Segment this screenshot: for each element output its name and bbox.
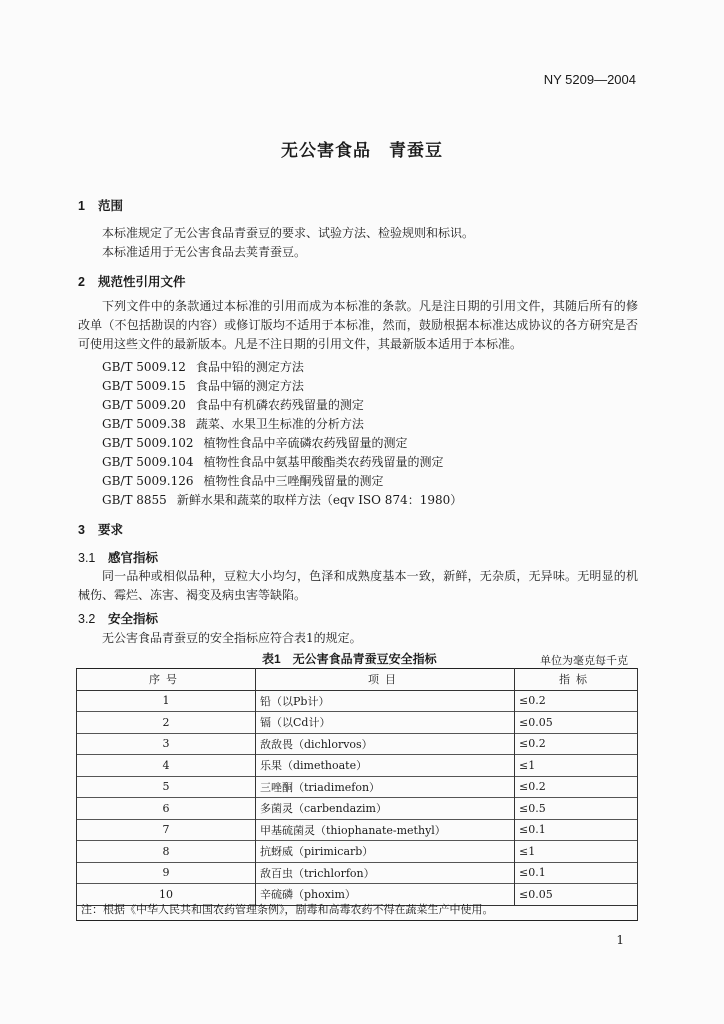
standard-code: NY 5209—2004	[543, 72, 636, 87]
table-row: 8 抗蚜威（pirimicarb） ≤1	[77, 841, 638, 863]
reference-item: GB/T 5009.102 植物性食品中辛硫磷农药残留量的测定	[102, 436, 408, 450]
references-intro: 下列文件中的条款通过本标准的引用而成为本标准的条款。凡是注日期的引用文件，其随后所有的修改单（不包括勘误的内容）或修订版均不适用于本标准，然而，鼓励根据本标准达成协议的各方研究是否可使用这些文件的最新版本。凡是不注日期的引用文件，其最新版本适用于本标准。	[78, 299, 638, 351]
subsection-title: 感官指标	[108, 551, 159, 565]
table-header-row	[77, 669, 638, 691]
page-number: 1	[616, 933, 624, 947]
section-3-heading	[78, 520, 123, 538]
column-header: 项目	[256, 669, 515, 691]
table-unit: 单位为毫克每千克	[540, 654, 628, 667]
section-title: 范围	[98, 199, 124, 213]
document-title: 无公害食品 青蚕豆	[281, 141, 443, 161]
table-row: 9 敌百虫（trichlorfon） ≤0.1	[77, 862, 638, 884]
table-note: 注：根据《中华人民共和国农药管理条例》，剧毒和高毒农药不得在蔬菜生产中使用。	[76, 899, 638, 921]
section-1-heading	[78, 196, 123, 214]
section-2-heading	[78, 272, 186, 290]
table-row: 2 镉（以Cd计） ≤0.05	[77, 712, 638, 734]
table-row: 10 辛硫磷（phoxim） ≤0.05	[77, 884, 638, 906]
section-number: 3	[78, 523, 85, 537]
subsection-number: 3.2	[78, 612, 96, 626]
paragraph: 同一品种或相似品种，豆粒大小均匀，色泽和成熟度基本一致，新鲜，无杂质，无异味。无明显的机械伤、霉烂、冻害、褐变及病虫害等缺陷。	[78, 569, 638, 602]
table-row: 6 多菌灵（carbendazim） ≤0.5	[77, 798, 638, 820]
paragraph: 本标准适用于无公害食品去荚青蚕豆。	[102, 245, 307, 259]
paragraph: 本标准规定了无公害食品青蚕豆的要求、试验方法、检验规则和标识。	[102, 226, 475, 240]
reference-item: GB/T 5009.15 食品中镉的测定方法	[102, 379, 304, 393]
table-row: 4 乐果（dimethoate） ≤1	[77, 755, 638, 777]
subsection-3-1-heading	[78, 548, 158, 566]
reference-item: GB/T 5009.12 食品中铅的测定方法	[102, 360, 304, 374]
reference-item: GB/T 5009.104 植物性食品中氨基甲酸酯类农药残留量的测定	[102, 455, 444, 469]
section-title: 要求	[98, 523, 124, 537]
subsection-3-2-heading	[78, 609, 158, 627]
table-row: 7 甲基硫菌灵（thiophanate-methyl） ≤0.1	[77, 819, 638, 841]
section-title: 规范性引用文件	[98, 275, 186, 289]
reference-item: GB/T 5009.20 食品中有机磷农药残留量的测定	[102, 398, 364, 412]
subsection-title: 安全指标	[108, 612, 159, 626]
table-row: 3 敌敌畏（dichlorvos） ≤0.2	[77, 733, 638, 755]
table-row: 5 三唑酮（triadimefon） ≤0.2	[77, 776, 638, 798]
section-number: 2	[78, 275, 85, 289]
column-header: 序号	[77, 669, 256, 691]
paragraph: 无公害食品青蚕豆的安全指标应符合表1的规定。	[102, 631, 362, 645]
table-caption: 表1 无公害食品青蚕豆安全指标	[262, 652, 437, 666]
reference-item: GB/T 8855 新鲜水果和蔬菜的取样方法（eqv ISO 874：1980）	[102, 493, 463, 507]
subsection-number: 3.1	[78, 551, 96, 565]
safety-indicators-table	[76, 668, 638, 906]
reference-item: GB/T 5009.126 植物性食品中三唑酮残留量的测定	[102, 474, 384, 488]
reference-item: GB/T 5009.38 蔬菜、水果卫生标准的分析方法	[102, 417, 364, 431]
section-number: 1	[78, 199, 85, 213]
table-row: 1 铅（以Pb计） ≤0.2	[77, 690, 638, 712]
column-header: 指标	[515, 669, 638, 691]
